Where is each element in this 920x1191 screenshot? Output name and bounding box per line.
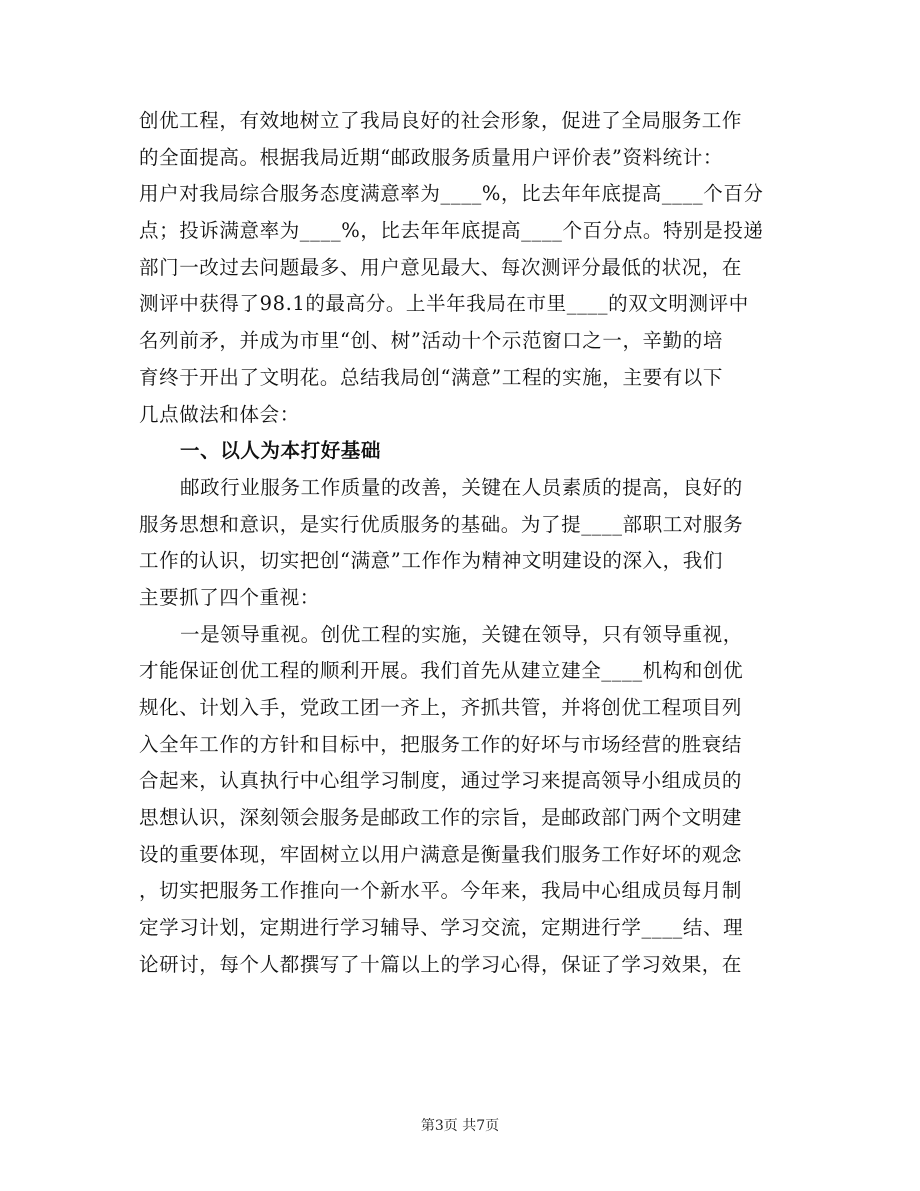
paragraph-line: 论研讨，每个人都撰写了十篇以上的学习心得，保证了学习效果，在 <box>139 952 743 976</box>
paragraph-line: 思想认识，深刻领会服务是邮政工作的宗旨，是邮政部门两个文明建 <box>139 806 743 830</box>
paragraph-line: 工作的认识，切实把创“满意”工作作为精神文明建设的深入，我们 <box>139 549 723 573</box>
paragraph-line: 几点做法和体会： <box>139 402 300 426</box>
paragraph-line: 点；投诉满意率为____%，比去年年底提高____个百分点。特别是投递 <box>139 219 764 243</box>
paragraph-line: 名列前矛，并成为市里“创、树”活动十个示范窗口之一，辛勤的培 <box>139 329 723 353</box>
paragraph-line: 合起来，认真执行中心组学习制度，通过学习来提高领导小组成员的 <box>139 769 743 793</box>
paragraph-line: 主要抓了四个重视： <box>139 585 320 609</box>
paragraph-line: 定学习计划，定期进行学习辅导、学习交流，定期进行学____结、理 <box>139 916 744 940</box>
paragraph-line: 一是领导重视。创优工程的实施，关键在领导，只有领导重视， <box>180 622 743 646</box>
paragraph-line: 的全面提高。根据我局近期“邮政服务质量用户评价表”资料统计： <box>139 145 723 169</box>
paragraph-line: 才能保证创优工程的顺利开展。我们首先从建立建全____机构和创优 <box>139 659 744 683</box>
paragraph-line: 规化、计划入手，党政工团一齐上，齐抓共管，并将创优工程项目列 <box>139 696 743 719</box>
body-text <box>139 103 779 984</box>
paragraph-line: ，切实把服务工作推向一个新水平。今年来，我局中心组成员每月制 <box>139 879 743 903</box>
paragraph-line: 部门一改过去问题最多、用户意见最大、每次测评分最低的状况，在 <box>139 255 743 279</box>
section-heading: 一、以人为本打好基础 <box>180 439 382 463</box>
page-number: 第3页 共7页 <box>420 1118 500 1134</box>
paragraph-line: 入全年工作的方针和目标中，把服务工作的好坏与市场经营的胜衰结 <box>139 732 743 756</box>
paragraph-line: 邮政行业服务工作质量的改善，关键在人员素质的提高，良好的 <box>180 475 743 499</box>
paragraph-line: 育终于开出了文明花。总结我局创“满意”工程的实施，主要有以下 <box>139 365 723 389</box>
paragraph-line: 设的重要体现，牢固树立以用户满意是衡量我们服务工作好坏的观念 <box>139 842 743 866</box>
paragraph-line: 服务思想和意识，是实行优质服务的基础。为了提____部职工对服务 <box>139 512 744 536</box>
paragraph-line: 创优工程，有效地树立了我局良好的社会形象，促进了全局服务工作 <box>139 109 743 132</box>
paragraph-line: 用户对我局综合服务态度满意率为____%，比去年年底提高____个百分 <box>139 182 764 206</box>
paragraph-line: 测评中获得了98.1的最高分。上半年我局在市里____的双文明测评中 <box>139 292 749 316</box>
